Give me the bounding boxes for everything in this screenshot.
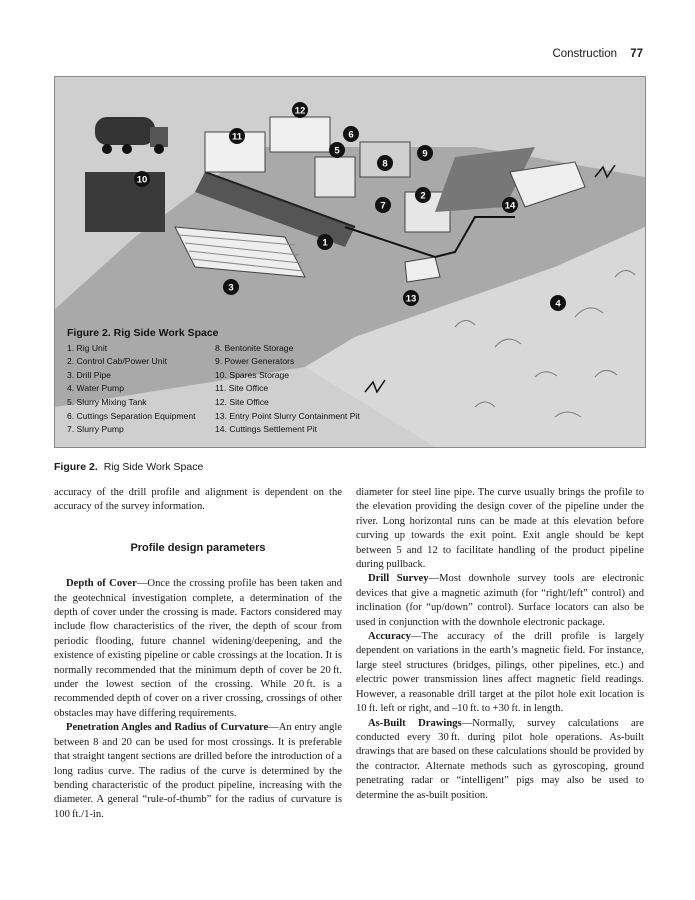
figure-illustration (54, 76, 646, 448)
legend-item: 14. Cuttings Settlement Pit (215, 424, 317, 435)
legend-item: 6. Cuttings Separation Equipment (67, 410, 196, 421)
figure-caption (54, 461, 203, 473)
paragraph: accuracy of the drill profile and alignment is dependent on the accuracy of the survey information. (54, 487, 342, 513)
callout-9-label: 9 (422, 148, 428, 160)
legend-item: 11. Site Office (215, 383, 269, 394)
legend-item: 4. Water Pump (67, 383, 124, 394)
legend-item: 5. Slurry Mixing Tank (67, 396, 147, 407)
section-heading: Profile design parameters (130, 541, 266, 554)
paragraph (54, 577, 342, 721)
text-column-left (54, 486, 342, 822)
callout-5-label: 5 (334, 145, 340, 157)
legend-column-right (215, 342, 415, 437)
legend-item: 3. Drill Pipe (67, 369, 111, 380)
run-in-heading: Depth of Cover (66, 578, 137, 590)
legend-column-left (67, 342, 215, 437)
paragraph (356, 630, 644, 716)
slurry-mixing-tank (315, 157, 355, 197)
legend-item: 12. Site Office (215, 396, 269, 407)
spares-storage-container (85, 172, 165, 232)
paragraph (54, 721, 342, 822)
callout-14-label: 14 (504, 200, 516, 212)
callout-2-label: 2 (420, 190, 426, 202)
legend-item: 13. Entry Point Slurry Containment Pit (215, 410, 360, 421)
legend-title: Figure 2. Rig Side Work Space (67, 327, 219, 339)
paragraph-text: —An entry angle between 8 and 20 can be used for most crossings. It is preferable that straight tangent sections are drilled before the introduction of a long radius curve. The radius of the curve is determined by the bending characteristic of the product pipeline, increasing with the diameter. A general “rule-of-thumb” for the radius of curvature is 100 ft./1-in. (54, 722, 343, 820)
paragraph-text: —Most downhole survey tools are electronic devices that give a magnetic azimuth (for “right/left” control) and inclination (for “up/down” control). Surface locators can also be used in conjunction with the downhole electronic package. (356, 573, 644, 628)
paragraph-text: —Normally, survey calculations are conducted every 30 ft. during pilot hole operations. As-built drawings that are based on these calculations should be provided by the contractor. Alternate methods such as gyroscoping, ground penetrating radar or “intelligent” pigs may also be used to determine the as-built position. (356, 717, 644, 801)
legend-item: 8. Bentonite Storage (215, 342, 294, 353)
paragraph-text: —Once the crossing profile has been taken and the geotechnical investigation complete, a determination of the depth of cover under the crossing is made. Factors considered may include flow characteristics of the river, the depth of scour from periodic flooding, future channel widening/deepening, and the existence of existing pipeline or cable crossings at the location. It is normally recommended that the minimum depth of cover be 20 ft. under the lowest section of the crossing. While 20 ft. is a recommended depth of cover on a river crossing, crossings of other obstacles may have differing requirements. (54, 578, 342, 719)
site-office-12 (270, 117, 330, 152)
paragraph-text: —The accuracy of the drill profile is largely dependent on variations in the earth’s magnetic field. For instance, large steel structures (bridges, pilings, other pipelines, etc.) and electric power transmission lines affect magnetic field readings. However, a reasonable drill target at the pilot hole exit location is 10 ft. left or right, and –10 ft. to +30 ft. in length. (356, 631, 644, 715)
figure-legend (67, 327, 415, 437)
figure-caption-label: Figure 2. (54, 461, 98, 473)
callout-6-label: 6 (348, 129, 354, 141)
tanker-truck (95, 117, 168, 154)
running-header (552, 48, 643, 60)
callout-11-label: 11 (231, 131, 243, 143)
run-in-heading: Penetration Angles and Radius of Curvature (66, 722, 269, 734)
callout-10-label: 10 (136, 174, 148, 186)
paragraph (356, 717, 644, 803)
callout-13-label: 13 (405, 293, 417, 305)
callout-3-label: 3 (228, 282, 234, 294)
legend-item: 1. Rig Unit (67, 342, 108, 353)
callout-8-label: 8 (382, 158, 388, 170)
legend-item: 2. Control Cab/Power Unit (67, 356, 167, 367)
callout-1-label: 1 (322, 237, 328, 249)
run-in-heading: Accuracy (368, 631, 411, 643)
run-in-heading: As-Built Drawings (368, 717, 462, 729)
legend-item: 7. Slurry Pump (67, 424, 124, 435)
callout-4-label: 4 (555, 298, 561, 310)
callout-12-label: 12 (294, 105, 306, 117)
section-title: Construction (552, 48, 617, 60)
legend-item: 10. Spares Storage (215, 369, 290, 380)
legend-item: 9. Power Generators (215, 356, 295, 367)
page-number: 77 (630, 48, 643, 60)
paragraph: diameter for steel line pipe. The curve usually brings the profile to the elevation providing the design cover of the pipeline under the river. Long horizontal runs can be made at this elevation before curving up towards the exit point. Exit angle should be kept between 5 and 12 to facilitate handling of the product pipeline during pullback. (356, 487, 644, 571)
slurry-containment-pit (405, 257, 440, 282)
text-column-right (356, 486, 644, 803)
figure-caption-text: Rig Side Work Space (103, 461, 204, 473)
run-in-heading: Drill Survey (368, 573, 429, 585)
paragraph (356, 572, 644, 630)
callout-7-label: 7 (380, 200, 386, 212)
